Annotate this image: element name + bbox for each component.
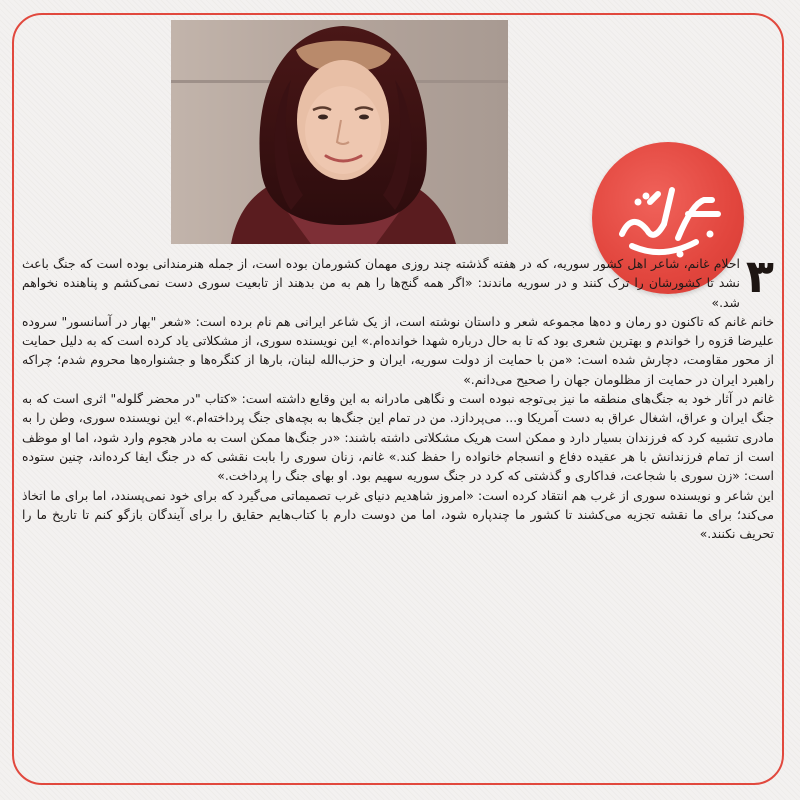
portrait-photo	[171, 20, 508, 244]
article-paragraph-2: خانم غانم که تاکنون دو رمان و ده‌ها مجموعه شعر و داستان نوشته است، از یک شاعر ایرانی هم نام برده است: «شعر "بهار در آسانسور" سروده علیرضا قزوه را خواندم و بهترین شعری بود که تا به حال درباره شهدا خوانده‌ام.» این نویسنده سوری، از مشکلاتی یاد کرده است که به دلیل حمایت از محور مقاومت، دچارش شده است: «من با حمایت از دولت سوریه، ایران و حزب‌الله لبنان، بارها از کنگره‌ها و جشنواره‌ها محروم شدم؛ چراکه راهبرد ایران در حمایت از مظلومان جهان را صحیح می‌دانم.»	[22, 313, 774, 387]
article-paragraph-4: این شاعر و نویسنده سوری از غرب هم انتقاد کرده است: «امروز شاهدیم دنیای غرب تصمیماتی می‌گیرد که برای خود نمی‌پسندد، اما برای ما اتخاذ می‌کند؛ برای ما نقشه تجزیه می‌کشند تا کشور ما چندپاره شود، اما من دوست دارم با کتاب‌هایم حقایق را برای آیندگان بازگو کنم تا تاریخ ما را تحریف نکنند.»	[22, 487, 774, 542]
article-paragraph-1	[22, 249, 774, 312]
article-paragraph-3: غانم در آثار خود به جنگ‌های منطقه ما نیز بی‌توجه نبوده است و نگاهی مادرانه به این وقایع داشته است: «کتاب "در محضر گلوله" اثری است که به جنگ ایران و عراق، اشغال عراق به دست آمریکا و... می‌پردازد. من در تمام این جنگ‌ها به بچه‌های جنگ پرداخته‌ام.» این نویسنده سوری، وطن را به مادری تشبیه کرد که فرزندان بسیار دارد و ممکن است هریک مشکلاتی داشته باشند: «در جنگ‌ها ممکن است به مادر هجوم وارد شود، اما او موظف است از تمام فرزندانش با هر عقیده دفاع و انسجام خانواده را حفظ کند.» غانم، زنان سوری را بابت نقشی که در جنگ ایفا کرده‌اند، چنین ستوده است: «زن سوری با شجاعت، فداکاری و گذشتی که کرد در جنگ سوریه سهیم بود. او بهای جنگ را پرداخت.»	[22, 391, 774, 484]
paragraph-1-text: احلام غانم، شاعر اهل کشور سوریه، که در هفته گذشته چند روزی مهمان کشورمان بوده است، از جمله هنرمندانی بوده است که جنگ باعث نشد تا کشورشان را ترک کنند و در سوریه ماندند: «اگر همه گنج‌ها را هم به من بدهند از تابعیت سوری دست نمی‌کشم و پناهنده نخواهم شد.»	[22, 256, 740, 310]
article-body	[22, 249, 774, 543]
drop-cap-number: ۳	[745, 249, 774, 303]
